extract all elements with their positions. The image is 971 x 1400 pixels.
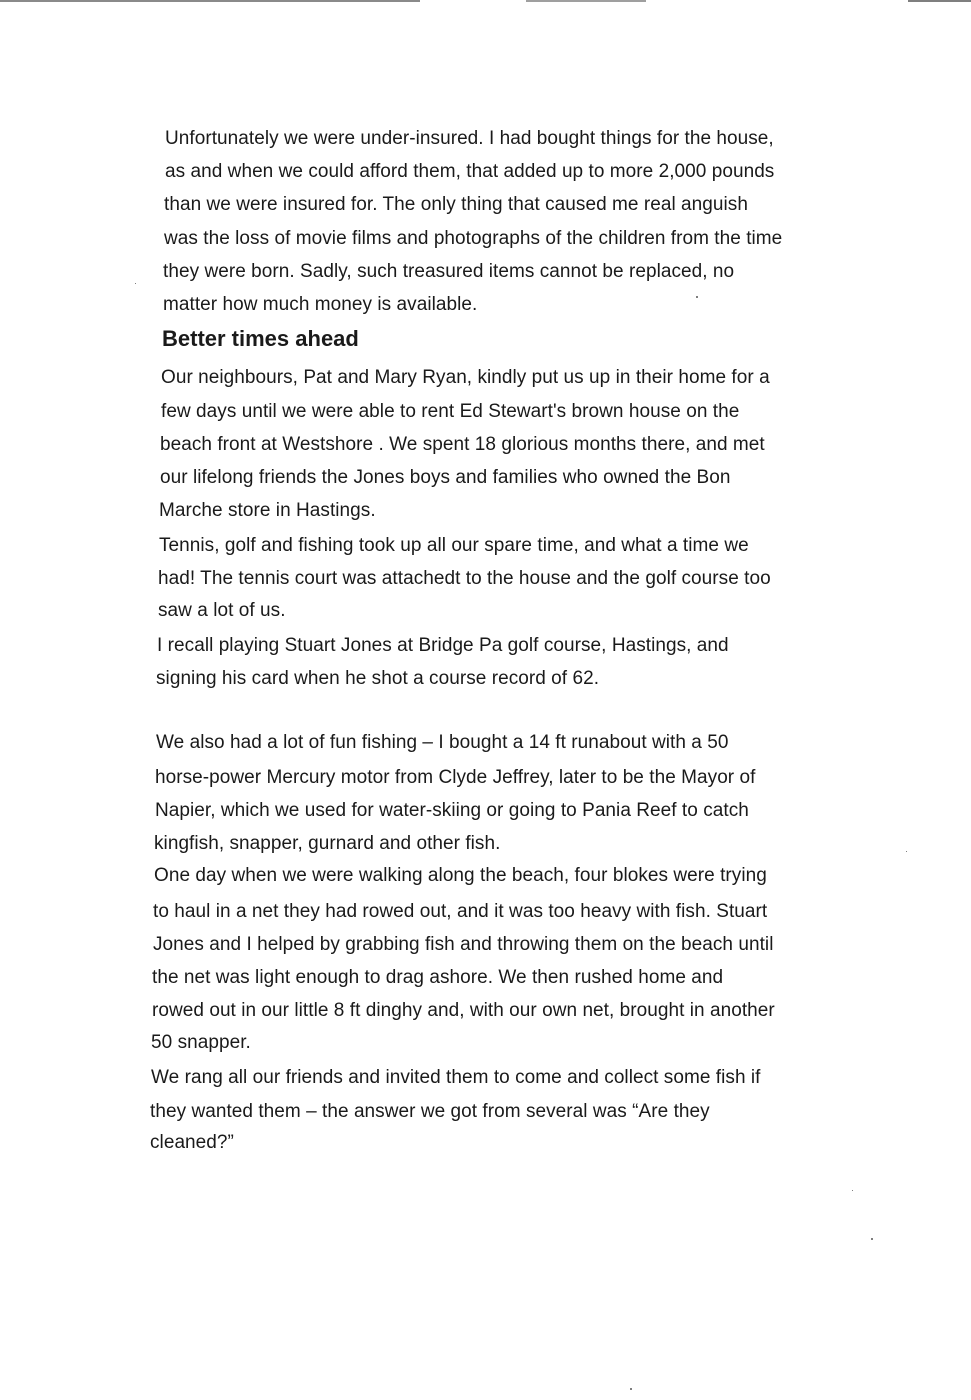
scan-artifact-line xyxy=(908,0,971,2)
paragraph-1-line: Unfortunately we were under-insured. I had bought things for the house, xyxy=(165,128,774,149)
scan-speck xyxy=(906,851,907,852)
scan-artifact-line xyxy=(0,0,420,2)
paragraph-5-line: kingfish, snapper, gurnard and other fish. xyxy=(154,833,501,854)
paragraph-6-line: 50 snapper. xyxy=(151,1032,251,1053)
paragraph-1-line: than we were insured for. The only thing that caused me real anguish xyxy=(164,194,748,215)
paragraph-4-line: signing his card when he shot a course record of 62. xyxy=(156,668,600,689)
paragraph-6-line: to haul in a net they had rowed out, and it was too heavy with fish. Stuart xyxy=(153,901,768,922)
paragraph-6-line: Jones and I helped by grabbing fish and throwing them on the beach until xyxy=(153,934,774,955)
scan-speck xyxy=(135,283,136,284)
paragraph-7-line: cleaned?” xyxy=(150,1132,234,1153)
paragraph-5-line: Napier, which we used for water-skiing or going to Pania Reef to catch xyxy=(155,800,749,821)
paragraph-1-line: matter how much money is available. xyxy=(163,294,478,315)
paragraph-2-line: few days until we were able to rent Ed Stewart's brown house on the xyxy=(161,401,740,422)
paragraph-3-line: Tennis, golf and fishing took up all our spare time, and what a time we xyxy=(159,535,749,556)
paragraph-6-line: rowed out in our little 8 ft dinghy and, with our own net, brought in another xyxy=(152,1000,775,1021)
paragraph-5-line: We also had a lot of fun fishing – I bought a 14 ft runabout with a 50 xyxy=(156,732,729,753)
paragraph-2-line: our lifelong friends the Jones boys and families who owned the Bon xyxy=(160,467,731,488)
scan-speck xyxy=(871,1238,873,1240)
paragraph-7-line: they wanted them – the answer we got from several was “Are they xyxy=(150,1101,710,1122)
paragraph-3-line: saw a lot of us. xyxy=(158,600,286,621)
scan-speck xyxy=(852,1190,853,1191)
scan-speck xyxy=(630,1388,632,1390)
scan-artifact-line xyxy=(526,0,646,2)
section-heading: Better times ahead xyxy=(162,326,359,351)
paragraph-2-line: Marche store in Hastings. xyxy=(159,500,376,521)
paragraph-2-line: Our neighbours, Pat and Mary Ryan, kindly put us up in their home for a xyxy=(161,367,770,388)
paragraph-3-line: had! The tennis court was attachedt to the house and the golf course too xyxy=(158,568,771,589)
paragraph-6-line: One day when we were walking along the beach, four blokes were trying xyxy=(154,865,767,886)
scan-speck xyxy=(696,296,698,298)
paragraph-6-line: the net was light enough to drag ashore. We then rushed home and xyxy=(152,967,724,988)
paragraph-1-line: was the loss of movie films and photographs of the children from the time xyxy=(164,228,783,249)
paragraph-5-line: horse-power Mercury motor from Clyde Jeffrey, later to be the Mayor of xyxy=(155,767,756,788)
paragraph-1-line: as and when we could afford them, that added up to more 2,000 pounds xyxy=(165,161,775,182)
paragraph-2-line: beach front at Westshore . We spent 18 glorious months there, and met xyxy=(160,434,765,455)
paragraph-4-line: I recall playing Stuart Jones at Bridge Pa golf course, Hastings, and xyxy=(157,635,729,656)
paragraph-1-line: they were born. Sadly, such treasured items cannot be replaced, no xyxy=(163,261,735,282)
paragraph-7-line: We rang all our friends and invited them to come and collect some fish if xyxy=(151,1067,761,1088)
